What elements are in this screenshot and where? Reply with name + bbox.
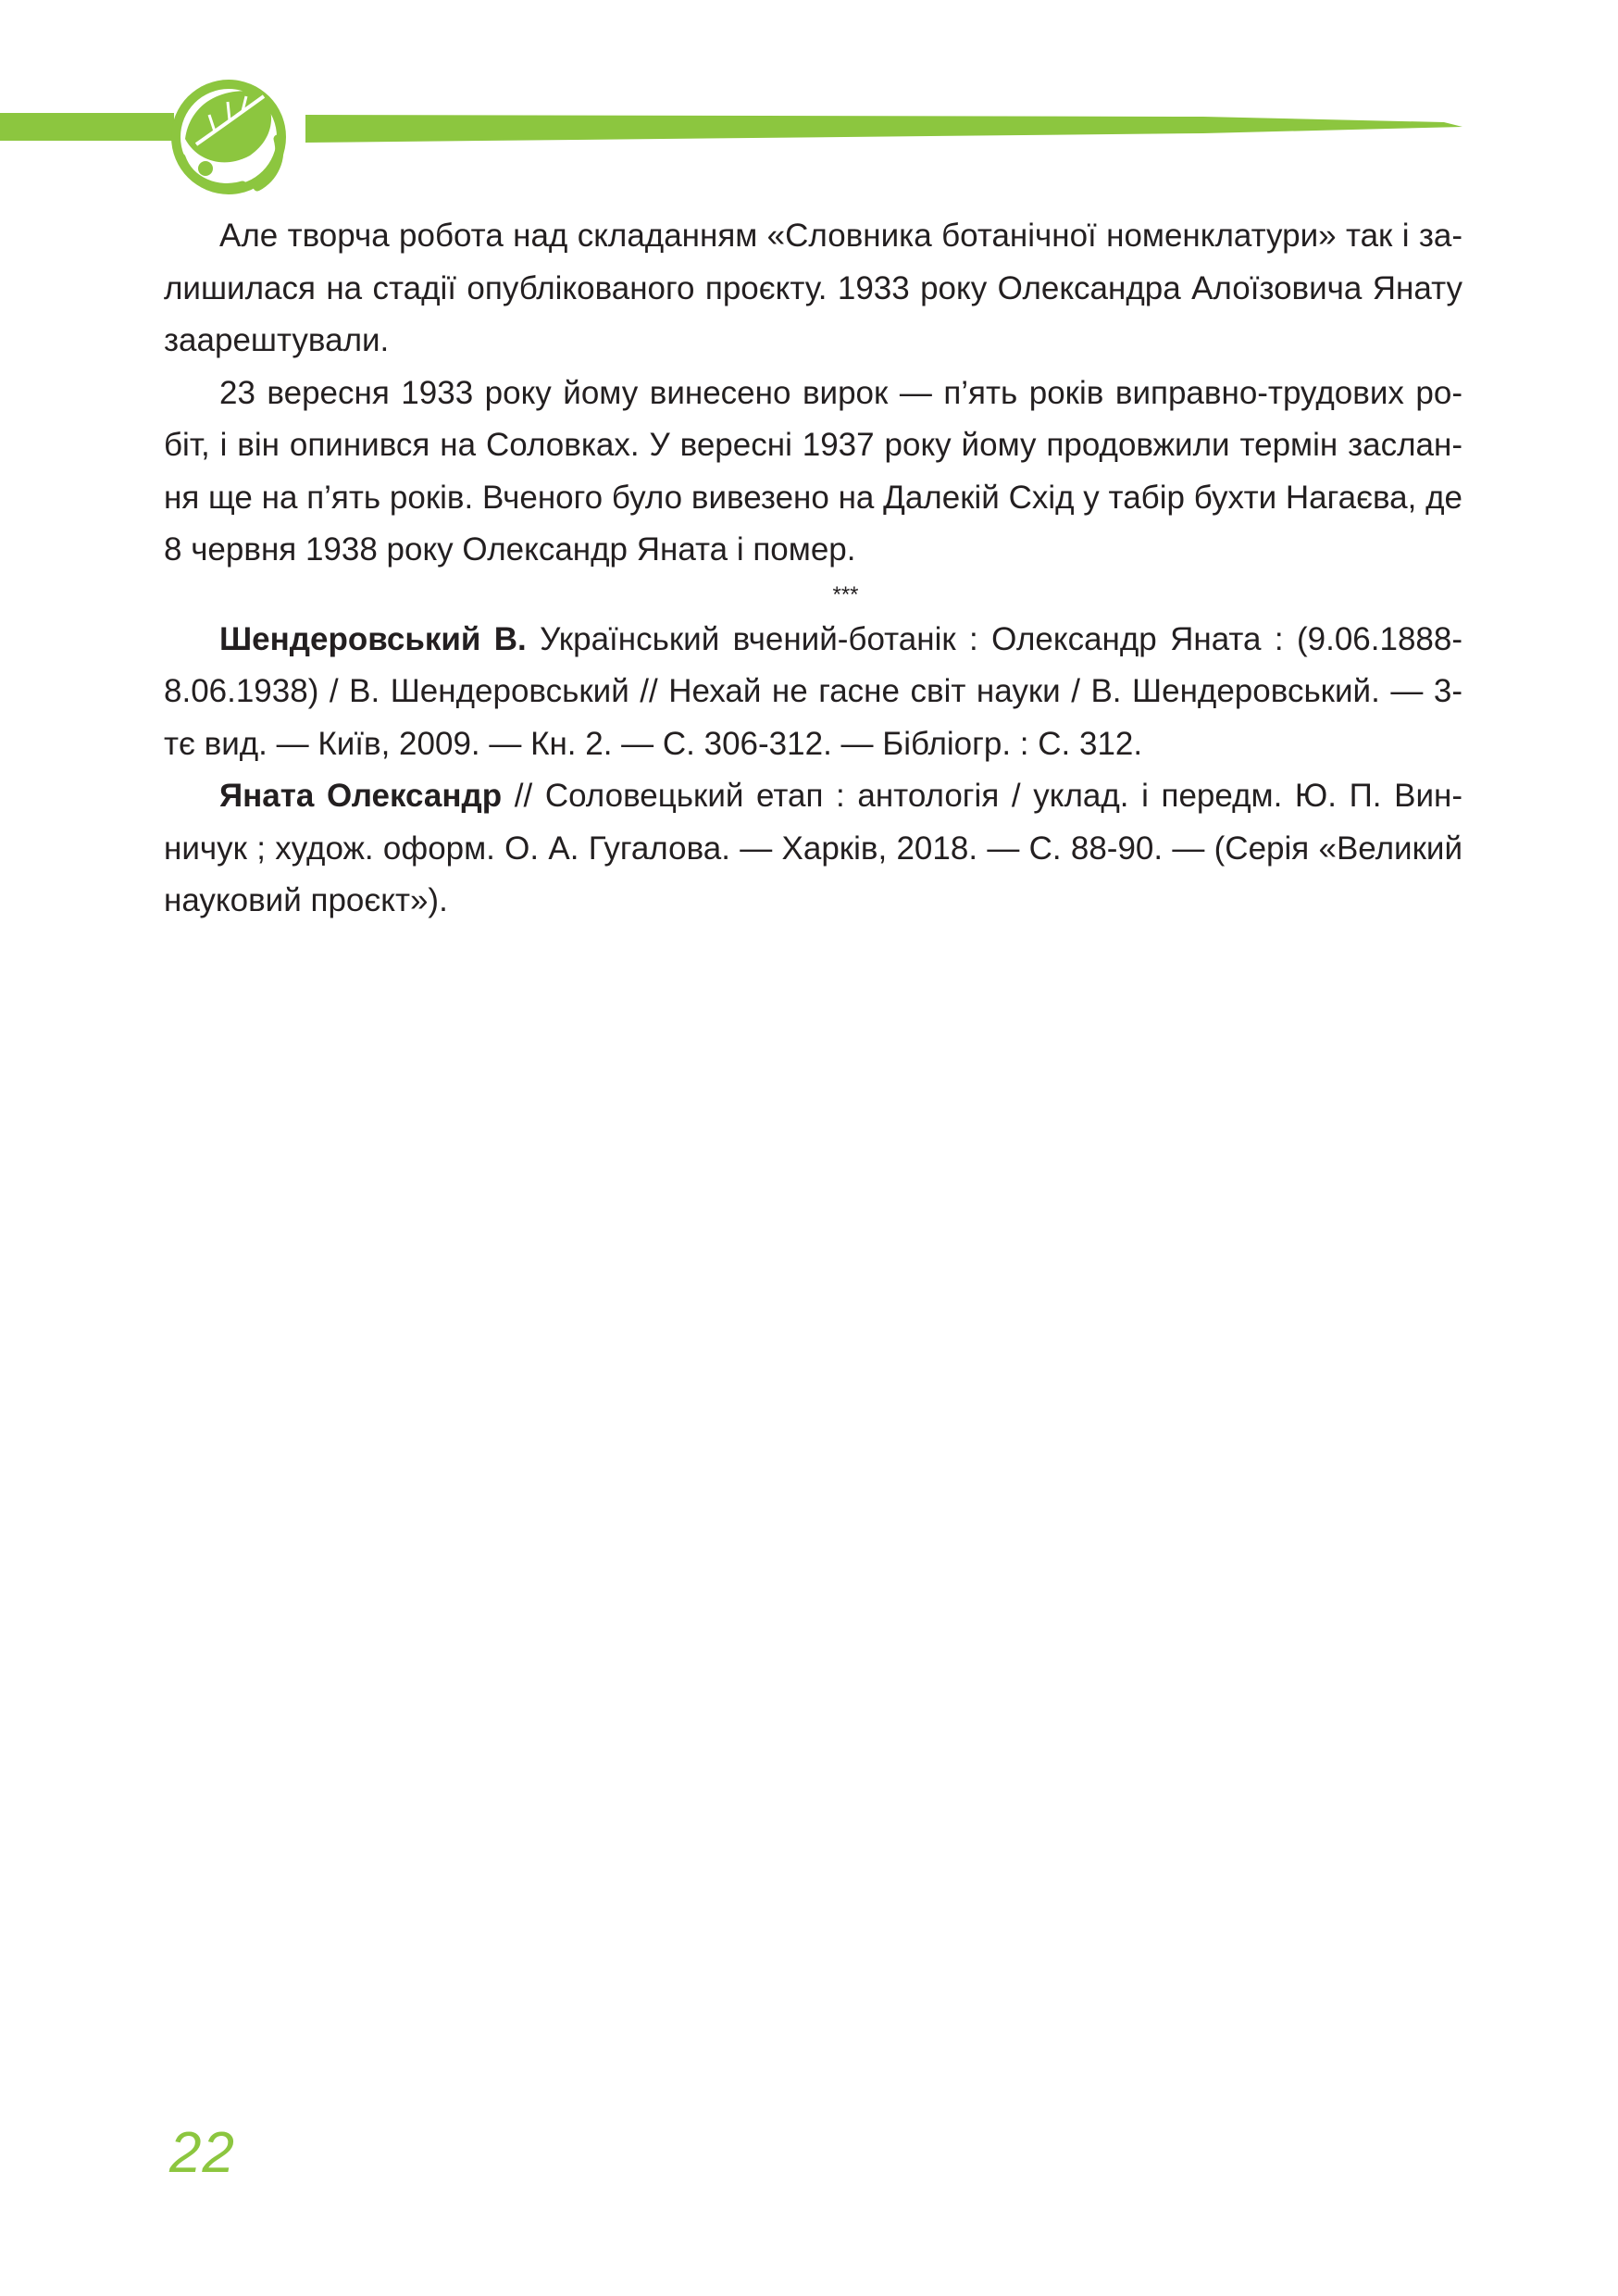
header-right-bar [305,115,1462,143]
reference-text: Український вчений-ботанік : Олександр Яната : (9.06.1888-8.06.1938) / В. Шендеровський // Нехай не гасне світ науки / В. Шендеровський. — 3-тє вид. — Київ, 2009. — Кн. 2. — С. 306-312. — Бібліогр. : С. 312. [164,620,1462,762]
paragraph: 23 вересня 1933 року йому винесено вирок — п’ять років виправно-трудових робіт, і він опинився на Соловках. У вересні 1937 року йому продовжили термін заслання ще на п’ять років. Вченого було вивезено на Далекій Схід у табір бухти Нагаєва, де 8 червня 1938 року Олександр Яната і помер. [164,374,1462,568]
header-graphic [0,0,1618,213]
globe-leaf-hands-icon [171,80,286,194]
reference-entry [164,770,1462,928]
reference-author: Яната Олександр [219,778,503,814]
main-text [164,210,1462,928]
page-number: 22 [169,2121,235,2185]
header-band [0,0,1618,213]
section-separator: *** [832,581,859,607]
reference-text: // Соловецький етап : антологія / уклад. і передм. Ю. П. Винничук ; худож. оформ. О. А. Гугалова. — Харків, 2018. — С. 88-90. — (Серія «Великий науковий проєкт»). [164,778,1462,918]
paragraph: Але творча робота над складанням «Словника ботанічної номенклатури» так і залишилася на стадії опублікованого проєкту. 1933 року Олександра Алоїзовича Янату заарештували. [164,218,1462,358]
reference-author: Шендеровський В. [219,620,527,657]
reference-entry [164,614,1462,771]
header-left-bar [0,113,174,141]
